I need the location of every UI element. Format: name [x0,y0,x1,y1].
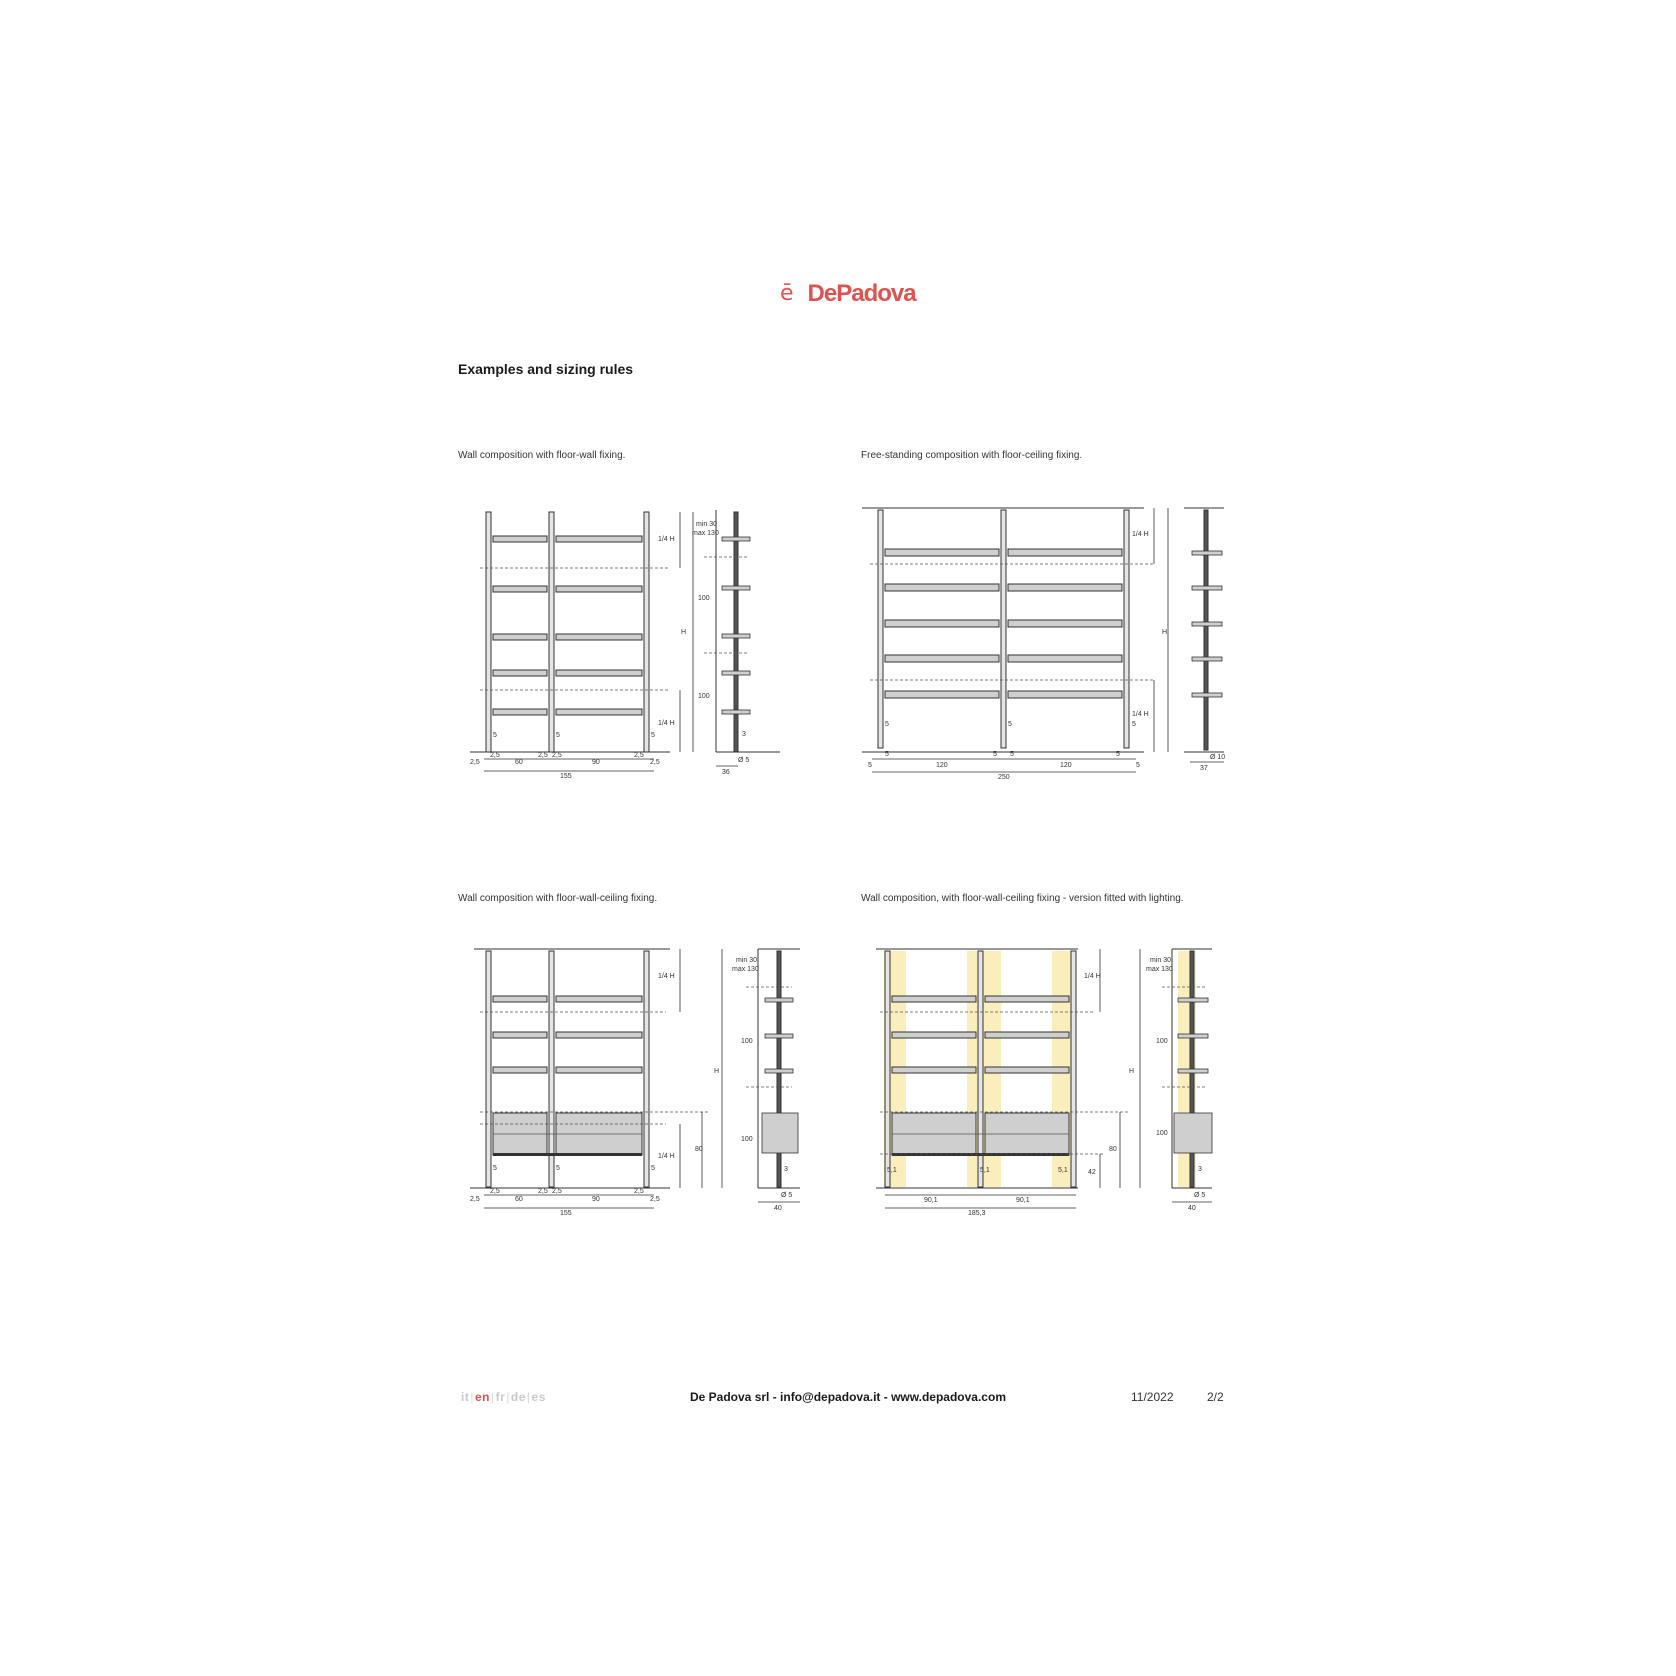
side-upright [734,512,738,752]
label-width-2: 90,1 [1016,1197,1030,1204]
upright-middle [1001,510,1006,748]
shelf [556,1067,642,1073]
label-total: 250 [998,774,1010,781]
label-foot-middle: 5,1 [980,1167,990,1174]
brand-mark: ē [780,281,794,306]
label-foot-right: 5 [651,732,655,739]
shelf [1008,620,1122,627]
side-shelf [765,1034,793,1038]
label-edge-a: 5 [885,751,889,758]
shelf [556,1032,642,1038]
shelf [493,996,547,1002]
label-width-2: 90 [592,1196,600,1203]
shelf [556,634,642,640]
label-quarter-top: 1/4 H [1132,531,1149,538]
side-shelf [1192,622,1222,626]
brand-logo [780,280,916,308]
side-shelf [722,537,750,541]
label-quarter-bottom: 1/4 H [658,1153,675,1160]
label-width-1: 60 [515,1196,523,1203]
label-edge-a: 2,5 [490,752,500,759]
language-link-fr[interactable]: fr [495,1390,506,1404]
label-quarter-bottom: 1/4 H [1132,711,1149,718]
uprights [878,510,1129,748]
label-side-diameter: Ø 10 [1210,754,1226,761]
language-separator: | [490,1390,495,1404]
side-shelf [1178,1069,1208,1073]
language-separator: | [506,1390,510,1404]
label-min: min 30 [736,957,758,964]
language-link-it[interactable]: it [461,1390,470,1404]
label-quarter-top: 1/4 H [658,973,675,980]
upright-left [878,510,883,748]
upright-left [486,512,491,752]
drawing-4 [872,943,1217,1228]
label-mid-1: 100 [1156,1038,1168,1045]
drawing-1-caption: Wall composition with floor-wall fixing. [458,450,626,461]
label-foot-right: 5,1 [1058,1167,1068,1174]
shelf [1008,549,1122,556]
shelves [493,996,642,1156]
label-side-depth: 36 [722,769,730,776]
shelf [493,709,547,715]
label-foot-left: 5,1 [887,1167,897,1174]
label-42: 42 [1088,1169,1096,1176]
page-title: Examples and sizing rules [458,361,634,377]
label-edge-b: 2,5 [470,1196,480,1203]
label-foot-middle: 5 [1008,721,1012,728]
side-shelf [722,671,750,675]
drawing-2 [858,500,1228,785]
label-side-gap: 3 [742,731,746,738]
shelf [556,996,642,1002]
language-link-es[interactable]: es [531,1390,546,1404]
label-edge-c: 2,5 [538,1188,548,1195]
side-view [1184,508,1225,772]
label-side-gap: 3 [1198,1166,1202,1173]
label-side-depth: 40 [774,1205,782,1212]
label-mid-1: 100 [698,595,710,602]
upright-right [644,512,649,752]
label-edge-d: 5 [1010,751,1014,758]
shelf [892,1032,976,1038]
shelf [493,634,547,640]
label-width-2: 120 [1060,762,1072,769]
label-edge-d: 2,5 [552,752,562,759]
shelf [985,1032,1069,1038]
brand-name: DePadova [807,280,916,307]
label-80: 80 [1109,1146,1117,1153]
label-edge-c: 2,5 [538,752,548,759]
shelf [985,1067,1069,1073]
side-shelf [1192,586,1222,590]
shelf [556,670,642,676]
language-separator: | [526,1390,531,1404]
shelf [1008,655,1122,662]
shelf [556,536,642,542]
label-total: 155 [560,773,572,780]
upright-right [1071,951,1076,1187]
label-edge-e: 2,5 [634,752,644,759]
side-shelf [765,998,793,1002]
side-shelf [722,586,750,590]
shelf [892,1067,976,1073]
label-edge-f: 2,5 [650,1196,660,1203]
page-number: 2/2 [1207,1390,1224,1404]
label-h: H [681,629,687,636]
label-side-gap: 3 [784,1166,788,1173]
uprights [486,512,649,752]
side-shelf [765,1069,793,1073]
label-edge-e: 5 [1116,751,1120,758]
side-shelf [722,634,750,638]
label-h: H [1162,629,1168,636]
label-quarter-top: 1/4 H [1084,973,1101,980]
side-shelf [1192,657,1222,661]
side-view [692,510,780,776]
label-80: 80 [695,1146,703,1153]
shelf [493,1067,547,1073]
language-switcher [461,1390,546,1404]
shelf [885,620,999,627]
label-edge-a: 2,5 [490,1188,500,1195]
drawing-3-caption: Wall composition with floor-wall-ceiling fixing. [458,893,658,904]
label-edge-c: 5 [993,751,997,758]
label-h: H [714,1068,720,1075]
language-link-de[interactable]: de [510,1390,526,1404]
drawing-1 [470,500,815,785]
label-edge-f: 2,5 [650,759,660,766]
label-foot-left: 5 [493,732,497,739]
label-total: 155 [560,1210,572,1217]
shelf [493,670,547,676]
label-foot-right: 5 [1132,721,1136,728]
side-upright [1204,510,1208,750]
language-separator: | [470,1390,474,1404]
label-edge-f: 5 [1136,762,1140,769]
shelf [1008,691,1122,698]
drawing-4-caption: Wall composition, with floor-wall-ceiling fixing - version fitted with lighting. [861,893,1184,904]
label-side-diameter: Ø 5 [1194,1192,1206,1199]
side-shelf [722,710,750,714]
label-edge-b: 2,5 [470,759,480,766]
upright-left [486,951,491,1187]
shelf [556,709,642,715]
shelf [892,996,976,1002]
upright-right [1124,510,1129,748]
shelf [985,996,1069,1002]
upright-middle [549,951,554,1187]
label-foot-left: 5 [885,721,889,728]
drawing-3-svg [470,943,820,1228]
shelf [885,655,999,662]
language-link-en[interactable]: en [474,1390,490,1404]
label-edge-e: 2,5 [634,1188,644,1195]
label-side-diameter: Ø 5 [781,1192,793,1199]
drawing-4-svg [872,943,1217,1228]
shelf [493,586,547,592]
side-cabinet [762,1113,798,1153]
label-total: 185,3 [968,1210,986,1217]
upright-middle [978,951,983,1187]
upright-right [644,951,649,1187]
shelf [493,1032,547,1038]
label-max: max 130 [692,530,719,537]
label-width-2: 90 [592,759,600,766]
label-foot-left: 5 [493,1165,497,1172]
label-quarter-bottom: 1/4 H [658,720,675,727]
side-shelf [1192,551,1222,555]
label-side-depth: 37 [1200,765,1208,772]
shelf [493,536,547,542]
side-view [1146,949,1212,1212]
label-foot-middle: 5 [556,732,560,739]
drawing-3 [470,943,820,1228]
label-h: H [1129,1068,1135,1075]
label-mid-1: 100 [741,1038,753,1045]
shelf [885,584,999,591]
label-width-1: 60 [515,759,523,766]
drawing-2-svg [858,500,1228,785]
shelf [556,586,642,592]
upright-middle [549,512,554,752]
drawing-1-svg [470,500,815,785]
label-max: max 130 [732,966,759,973]
label-width-1: 120 [936,762,948,769]
label-mid-2: 100 [741,1136,753,1143]
drawing-2-caption: Free-standing composition with floor-ceiling fixing. [861,450,1083,461]
label-edge-b: 5 [868,762,872,769]
label-min: min 30 [1150,957,1172,964]
upright-left [885,951,890,1187]
label-width-1: 90,1 [924,1197,938,1204]
shelf [1008,584,1122,591]
label-side-diameter: Ø 5 [738,757,750,764]
cabinet-base [892,1153,1069,1156]
label-min: min 30 [696,521,718,528]
side-cabinet [1174,1113,1212,1153]
side-shelf [1178,998,1208,1002]
cabinet-base [493,1153,642,1156]
shelf [885,691,999,698]
label-foot-middle: 5 [556,1165,560,1172]
footer-date: 11/2022 [1131,1390,1174,1404]
label-side-depth: 40 [1188,1205,1196,1212]
label-foot-right: 5 [651,1165,655,1172]
shelves [493,536,642,715]
label-quarter-top: 1/4 H [658,536,675,543]
side-shelf [1178,1034,1208,1038]
label-max: max 130 [1146,966,1173,973]
footer-contacts: De Padova srl - info@depadova.it - www.depadova.com [690,1390,1006,1404]
shelf [885,549,999,556]
label-edge-d: 2,5 [552,1188,562,1195]
label-mid-2: 100 [698,693,710,700]
side-shelf [1192,693,1222,697]
label-mid-2: 100 [1156,1130,1168,1137]
side-view [732,949,800,1212]
